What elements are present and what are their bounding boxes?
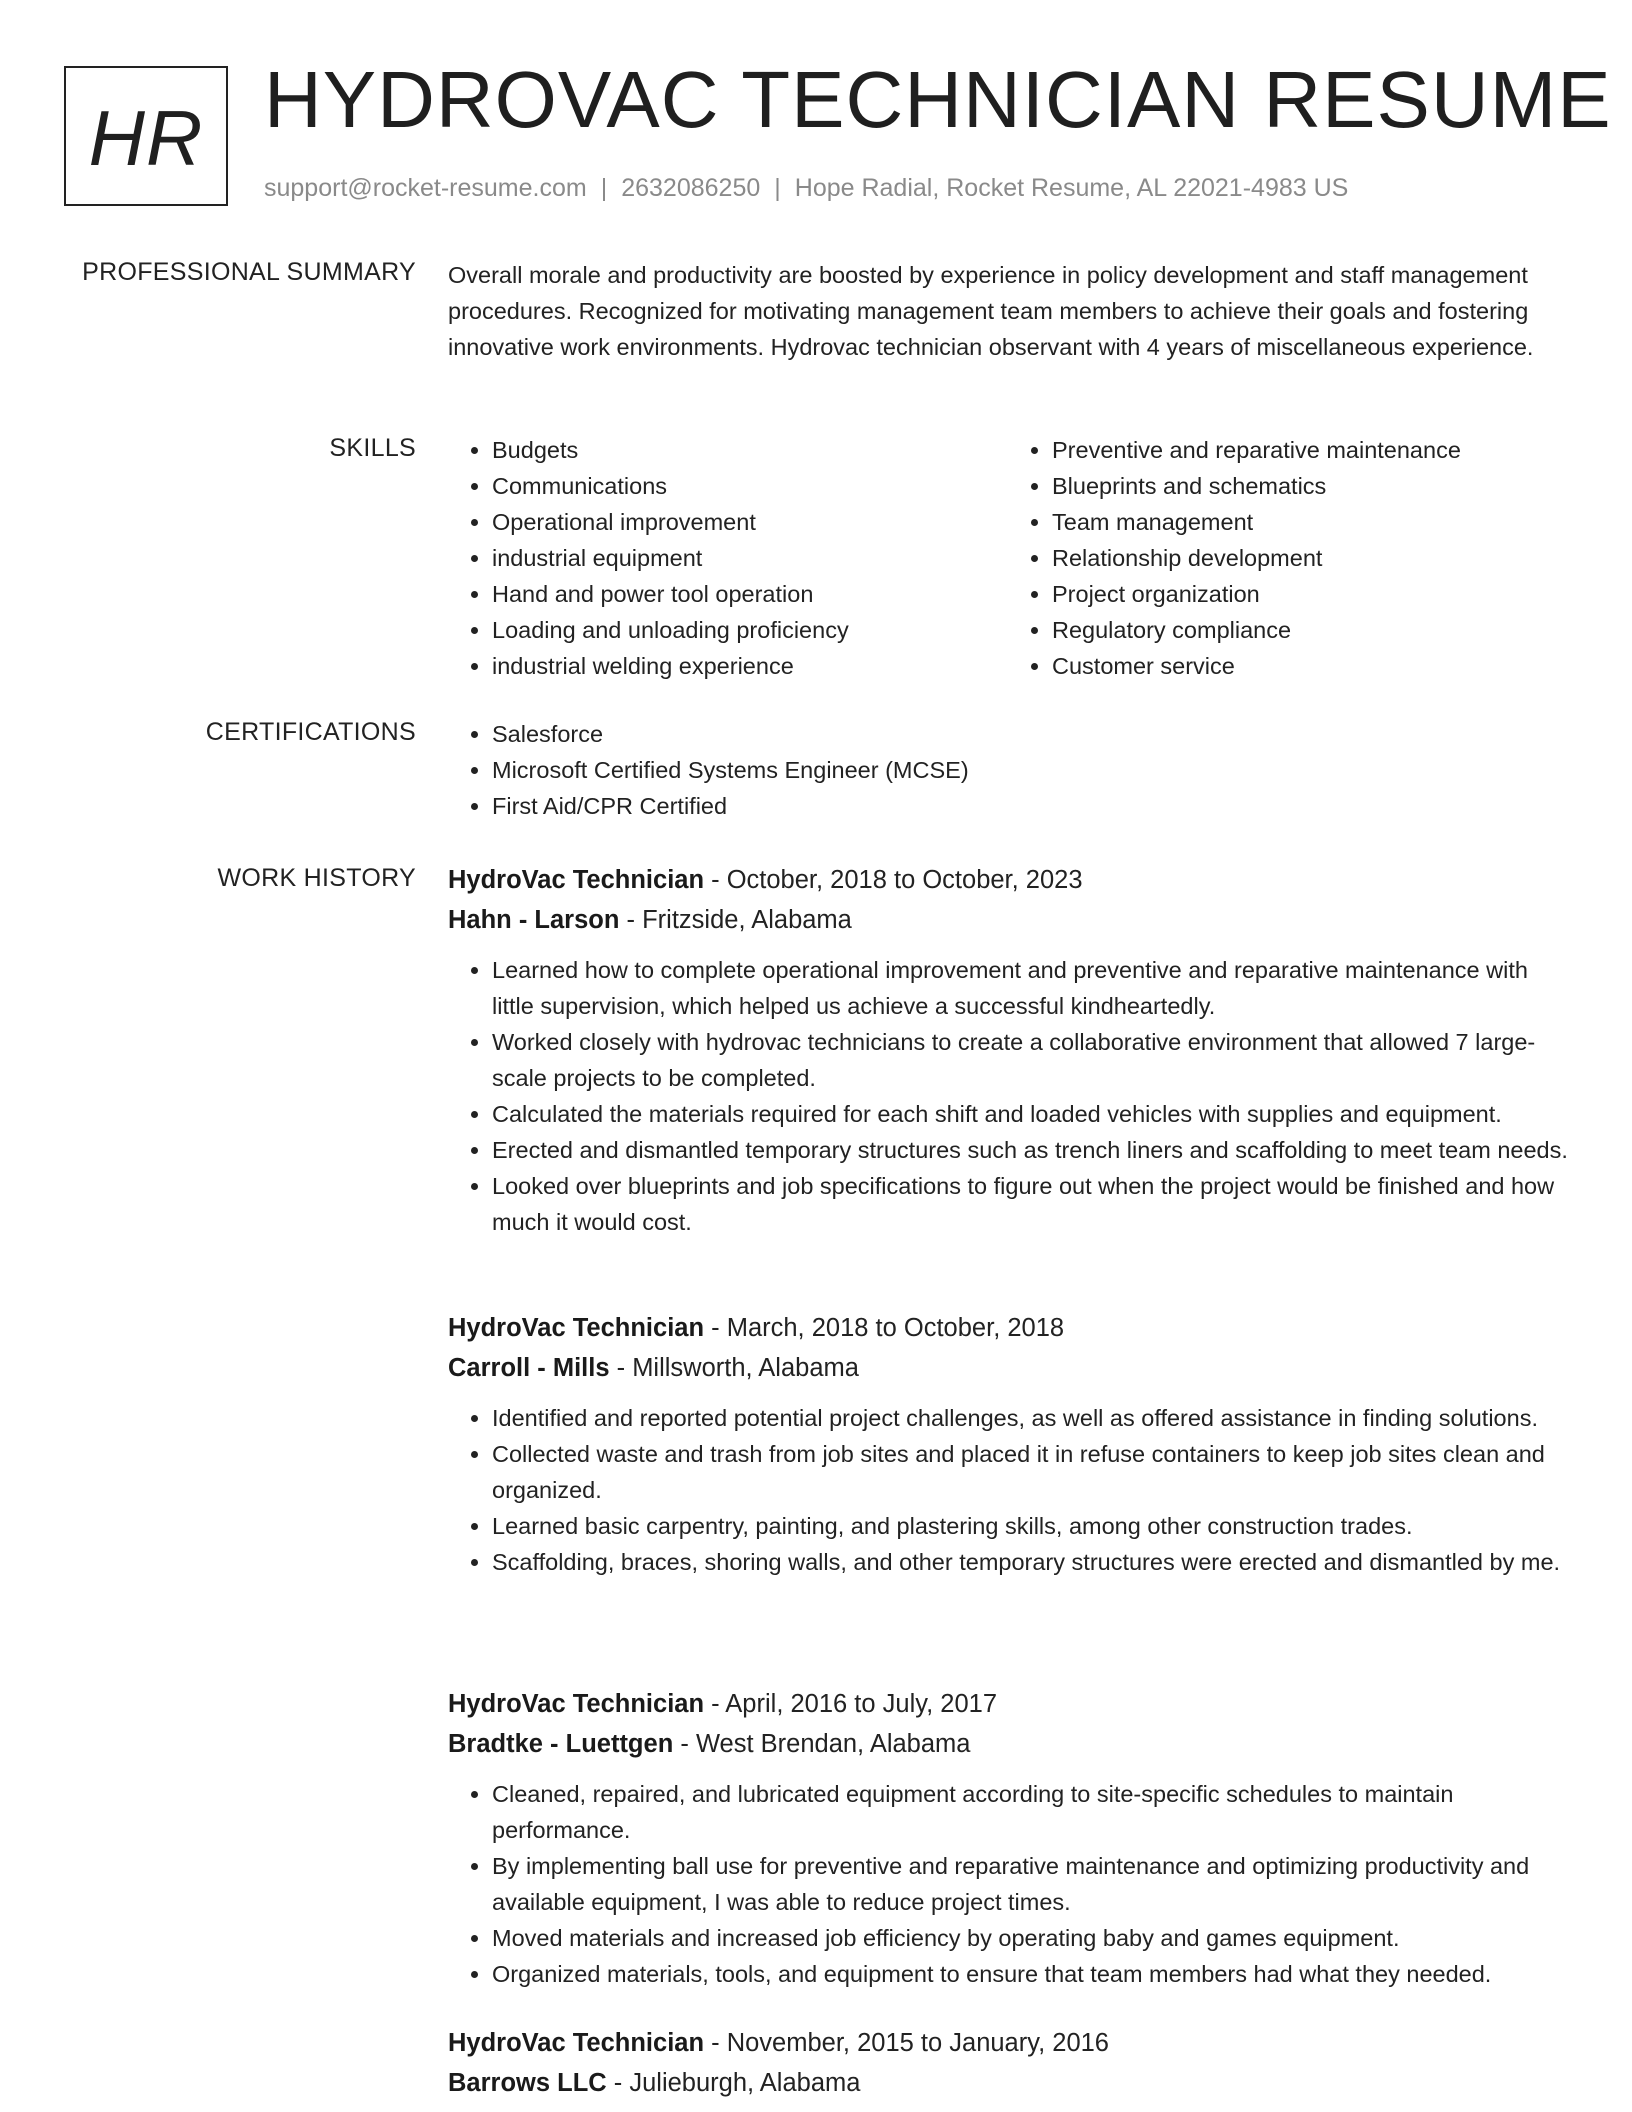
job-bullets (448, 1776, 1568, 1992)
job-dates: - November, 2015 to January, 2016 (704, 2029, 1109, 2057)
job-entry (448, 1684, 1568, 1992)
job-bullet: • Moved materials and increased job efficiency by operating baby and games equipment. (492, 1920, 1568, 1956)
job-bullet: • By implementing ball use for preventive and reparative maintenance and optimizing productivity and available equipment, I was able to reduce project times. (492, 1848, 1568, 1920)
skill-item: • Budgets (492, 432, 1008, 468)
job-company-line (448, 1724, 1568, 1764)
job-title-line (448, 2023, 1568, 2063)
work-history-heading: WORK HISTORY (217, 864, 416, 892)
summary-heading: PROFESSIONAL SUMMARY (82, 258, 416, 286)
job-bullets (448, 952, 1568, 1240)
skill-item: • Team management (1052, 504, 1568, 540)
summary-section (448, 257, 1568, 365)
job-company-line (448, 1348, 1568, 1388)
skill-item: • Hand and power tool operation (492, 576, 1008, 612)
job-bullet: • Calculated the materials required for each shift and loaded vehicles with supplies and equipment. (492, 1096, 1568, 1132)
skills-list-left (448, 432, 1008, 684)
job-bullet: • Learned how to complete operational improvement and preventive and reparative maintenance with little supervision, which helped us achieve a successful kindheartedly. (492, 952, 1568, 1024)
job-entry (448, 1308, 1568, 1580)
job-company-line (448, 2063, 1568, 2103)
job-title: HydroVac Technician (448, 2029, 705, 2057)
skill-item: • Blueprints and schematics (1052, 468, 1568, 504)
job-title-line (448, 1684, 1568, 1724)
job-bullet: • Learned basic carpentry, painting, and plastering skills, among other construction trades. (492, 1508, 1568, 1544)
job-entry (448, 860, 1568, 1240)
job-bullet: • Collected waste and trash from job sites and placed it in refuse containers to keep job sites clean and organized. (492, 1436, 1568, 1508)
contact-separator: | (600, 174, 608, 202)
job-company: Hahn - Larson (448, 906, 620, 934)
skill-item: • Regulatory compliance (1052, 612, 1568, 648)
job-bullet: • Erected and dismantled temporary structures such as trench liners and scaffolding to meet team needs. (492, 1132, 1568, 1168)
job-title: HydroVac Technician (448, 1690, 705, 1718)
contact-phone[interactable]: 2632086250 (621, 174, 761, 202)
skills-heading: SKILLS (329, 434, 416, 462)
job-dates: - April, 2016 to July, 2017 (704, 1690, 997, 1718)
skill-item: • Customer service (1052, 648, 1568, 684)
monogram-box (64, 66, 228, 206)
job-location: - West Brendan, Alabama (673, 1730, 971, 1758)
job-entry (448, 2023, 1568, 2103)
certifications-list (448, 716, 1568, 824)
skills-list-right (1008, 432, 1568, 684)
contact-address: Hope Radial, Rocket Resume, AL 22021-4983 US (794, 174, 1349, 202)
contact-separator: | (774, 174, 781, 202)
job-bullet: • Identified and reported potential project challenges, as well as offered assistance in finding solutions. (492, 1400, 1568, 1436)
job-location: - Julieburgh, Alabama (606, 2069, 861, 2097)
certification-item: • Microsoft Certified Systems Engineer (MCSE) (492, 752, 1568, 788)
skills-section (448, 432, 1568, 684)
skill-item: • Communications (492, 468, 1008, 504)
job-company-line (448, 900, 1568, 940)
skill-item: • Operational improvement (492, 504, 1008, 540)
job-title: HydroVac Technician (448, 1314, 705, 1342)
job-bullet: • Worked closely with hydrovac technicians to create a collaborative environment that allowed 7 large-scale projects to be completed. (492, 1024, 1568, 1096)
job-bullet: • Scaffolding, braces, shoring walls, and other temporary structures were erected and dismantled by me. (492, 1544, 1568, 1580)
monogram-initials: HR (88, 93, 204, 182)
job-company: Bradtke - Luettgen (448, 1730, 674, 1758)
job-dates: - March, 2018 to October, 2018 (704, 1314, 1065, 1342)
job-bullet: • Organized materials, tools, and equipment to ensure that team members had what they needed. (492, 1956, 1568, 1992)
job-bullet: • Looked over blueprints and job specifications to figure out when the project would be finished and how much it would cost. (492, 1168, 1568, 1240)
skill-item: • Loading and unloading proficiency (492, 612, 1008, 648)
certifications-section (448, 716, 1568, 824)
job-bullets (448, 1400, 1568, 1580)
contact-line (264, 174, 1348, 203)
certification-item: • Salesforce (492, 716, 1568, 752)
certification-item: • First Aid/CPR Certified (492, 788, 1568, 824)
job-title: HydroVac Technician (448, 866, 705, 894)
job-title-line (448, 860, 1568, 900)
job-dates: - October, 2018 to October, 2023 (704, 866, 1083, 894)
skill-item: • industrial welding experience (492, 648, 1008, 684)
job-company: Barrows LLC (448, 2069, 607, 2097)
summary-text: Overall morale and productivity are boosted by experience in policy development and staff management procedures. Recognized for motivating management team members to achieve their goals and fostering innovative work environments. Hydrovac technician observant with 4 years of miscellaneous experience. (448, 262, 1534, 360)
job-location: - Millsworth, Alabama (609, 1354, 859, 1382)
resume-title: HYDROVAC TECHNICIAN RESUME (264, 55, 1612, 144)
certifications-heading: CERTIFICATIONS (205, 718, 416, 746)
job-company: Carroll - Mills (448, 1354, 610, 1382)
skill-item: • Project organization (1052, 576, 1568, 612)
job-title-line (448, 1308, 1568, 1348)
skill-item: • industrial equipment (492, 540, 1008, 576)
job-bullet: • Cleaned, repaired, and lubricated equipment according to site-specific schedules to maintain performance. (492, 1776, 1568, 1848)
skill-item: • Preventive and reparative maintenance (1052, 432, 1568, 468)
skill-item: • Relationship development (1052, 540, 1568, 576)
job-location: - Fritzside, Alabama (619, 906, 852, 934)
contact-email[interactable]: support@rocket-resume.com (264, 174, 587, 202)
